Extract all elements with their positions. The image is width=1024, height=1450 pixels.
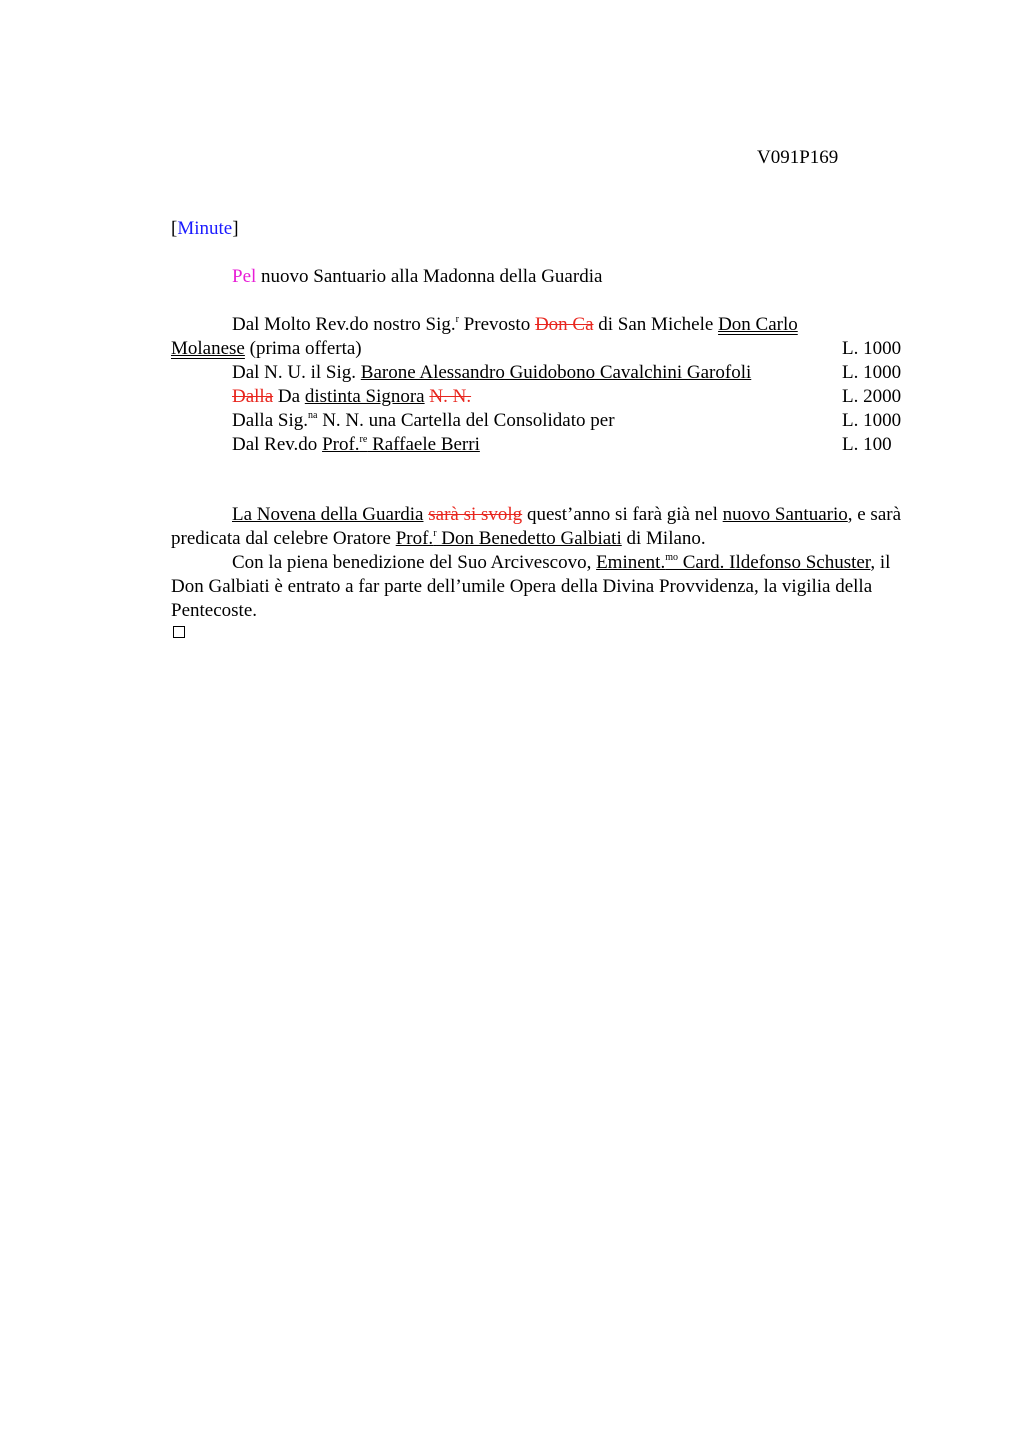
title-pel: Pel bbox=[232, 266, 257, 287]
document-id: V091P169 bbox=[757, 147, 839, 168]
paragraph-benediction bbox=[171, 551, 926, 623]
offer-3-struck-2: N. N. bbox=[429, 386, 472, 407]
minute-heading bbox=[171, 217, 239, 241]
para1-santuario: nuovo Santuario bbox=[722, 504, 848, 525]
offer-1-line-2 bbox=[171, 337, 362, 361]
open-bracket: [ bbox=[171, 218, 178, 239]
para1-orator-rest: Don Benedetto Galbiati bbox=[436, 528, 622, 549]
offer-3-text-a: Da bbox=[273, 386, 305, 407]
para1-novena: La Novena della Guardia bbox=[232, 504, 424, 525]
checkbox-square[interactable] bbox=[173, 626, 185, 638]
offer-4-amount: L. 1000 bbox=[842, 410, 902, 431]
offer-4-text bbox=[232, 409, 615, 433]
para1-orator-name bbox=[396, 528, 622, 549]
offer-3-amount: L. 2000 bbox=[842, 386, 902, 407]
para1-text-1: quest’anno si farà già nel bbox=[522, 504, 723, 525]
offer-5-sup: re bbox=[359, 434, 368, 445]
para1-text-3: di Milano. bbox=[621, 528, 706, 549]
paragraph-novena bbox=[171, 503, 926, 551]
offer-3-text bbox=[232, 385, 471, 409]
offer-1-amount: L. 1000 bbox=[842, 338, 902, 359]
offer-4-text-a: Dalla Sig. bbox=[232, 410, 308, 431]
para1-sup: r bbox=[433, 528, 437, 539]
para2-cardinal-name bbox=[596, 552, 870, 573]
offer-row-5 bbox=[171, 433, 916, 457]
offer-1-struck: Don Ca bbox=[534, 314, 594, 335]
para2-text-2: , il Don Galbiati è entrato a far parte dell’umile Opera della Divina Provvidenza, la vigilia della Pentecoste. bbox=[171, 552, 891, 621]
offer-1-text-c: di San Michele bbox=[593, 314, 719, 335]
offer-5-amount: L. 100 bbox=[842, 434, 892, 455]
offer-5-name-rest: Raffaele Berri bbox=[367, 434, 480, 455]
title-rest: nuovo Santuario alla Madonna della Guardia bbox=[256, 266, 603, 287]
para2-cardinal-rest: Card. Ildefonso Schuster bbox=[678, 552, 871, 573]
offer-1-sup: r bbox=[455, 314, 459, 325]
para1-text-2: , e sarà predicata dal celebre Oratore bbox=[171, 504, 902, 549]
offer-2-text bbox=[232, 361, 751, 385]
minute-label: Minute bbox=[177, 218, 233, 239]
offer-row-3 bbox=[171, 385, 916, 409]
offer-3-name: distinta Signora bbox=[304, 386, 425, 407]
close-bracket: ] bbox=[232, 218, 239, 239]
offer-4-sup: na bbox=[308, 410, 318, 421]
offer-1-text-d: (prima offerta) bbox=[244, 338, 362, 359]
offer-5-name-title: Prof. bbox=[322, 434, 360, 455]
para2-text-1: Con la piena benedizione del Suo Arcivescovo, bbox=[232, 552, 597, 573]
offer-3-struck-1: Dalla bbox=[232, 386, 274, 407]
offer-2-text-a: Dal N. U. il Sig. bbox=[232, 362, 361, 383]
offer-5-text-a: Dal Rev.do bbox=[232, 434, 323, 455]
para2-sup: mo bbox=[665, 552, 678, 563]
offer-1-line-1 bbox=[232, 313, 798, 337]
offer-row-2 bbox=[171, 361, 916, 385]
offer-1-name-part-1: Don Carlo bbox=[718, 314, 798, 335]
offer-row-1 bbox=[171, 313, 916, 361]
para1-struck: sarà si svolg bbox=[428, 504, 523, 525]
offer-5-name bbox=[322, 434, 480, 455]
offer-2-name: Barone Alessandro Guidobono Cavalchini Garofoli bbox=[360, 362, 752, 383]
offer-1-text-b: Prevosto bbox=[458, 314, 535, 335]
section-title bbox=[232, 265, 602, 289]
para2-eminent: Eminent. bbox=[596, 552, 666, 573]
offer-4-text-b: N. N. una Cartella del Consolidato per bbox=[317, 410, 615, 431]
offer-1-text-a: Dal Molto Rev.do nostro Sig. bbox=[232, 314, 456, 335]
para1-orator-title: Prof. bbox=[395, 528, 434, 549]
offer-row-4 bbox=[171, 409, 916, 433]
offer-5-text bbox=[232, 433, 480, 457]
offer-2-amount: L. 1000 bbox=[842, 362, 902, 383]
offer-1-name-part-2: Molanese bbox=[171, 338, 245, 359]
